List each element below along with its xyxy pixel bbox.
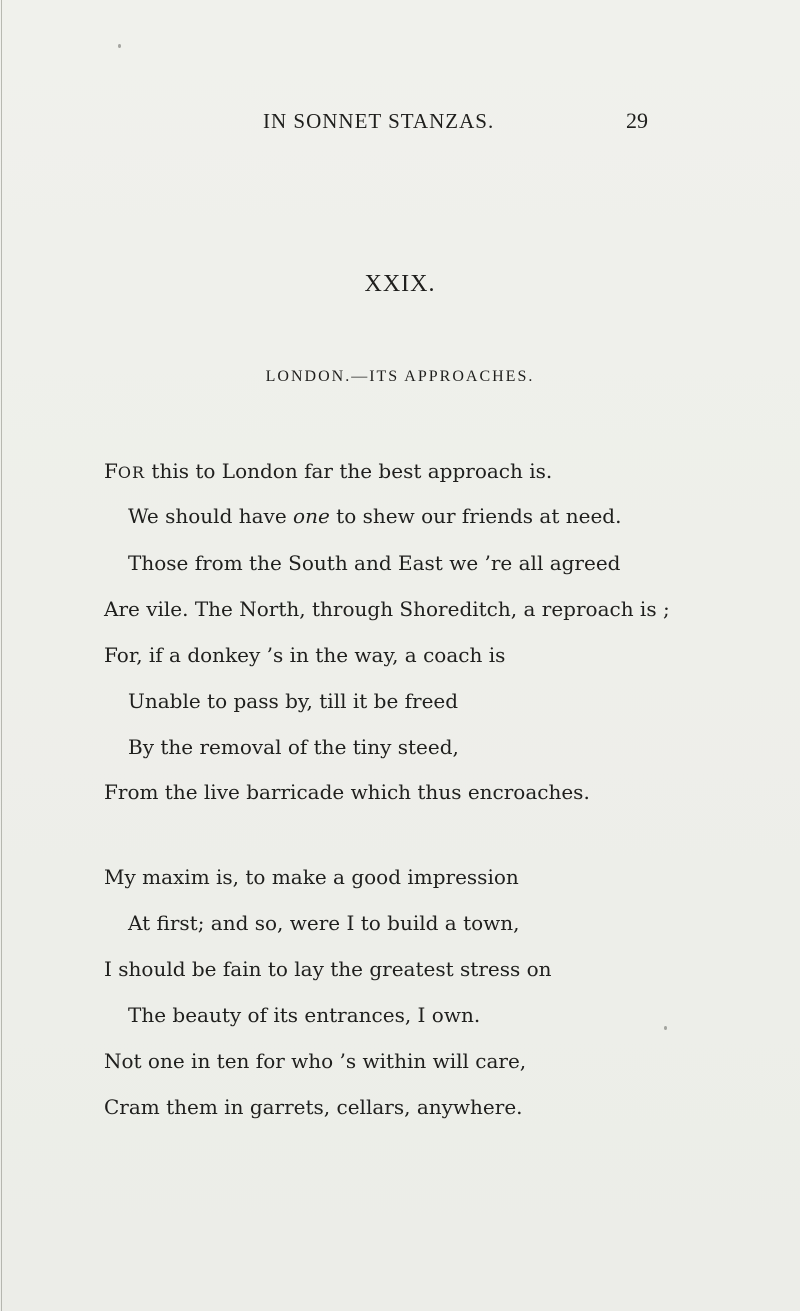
sonnet-title: LONDON.—ITS APPROACHES. <box>265 368 535 385</box>
poem-line-7: By the removal of the tiny steed, <box>128 735 459 759</box>
running-header-title: IN SONNET STANZAS. <box>263 109 495 133</box>
poem-line-5: For, if a donkey ’s in the way, a coach is <box>104 643 506 667</box>
poem-line-1-text: this to London far the best approach is. <box>145 459 553 483</box>
page-edge <box>1 0 2 1311</box>
paper-speck <box>664 1026 667 1030</box>
emphasis-word: one <box>293 504 330 528</box>
poem-line-11: I should be fain to lay the greatest stress on <box>104 957 552 981</box>
poem-line-8: From the live barricade which thus encroaches. <box>104 780 590 804</box>
poem-line-1 <box>104 459 552 483</box>
sonnet-number: XXIX. <box>364 271 436 297</box>
initial-smallcaps: OR <box>117 463 146 482</box>
poem-line-9: My maxim is, to make a good impression <box>104 865 519 889</box>
page-number: 29 <box>626 108 648 133</box>
poem-line-13: Not one in ten for who ’s within will care, <box>104 1049 527 1073</box>
poem-line-12: The beauty of its entrances, I own. <box>128 1003 481 1027</box>
poem-line-2: We should have one to shew our friends at need. <box>128 504 622 528</box>
poem-line-10: At first; and so, were I to build a town, <box>128 911 520 935</box>
paper-speck <box>118 44 121 48</box>
poem-line-3: Those from the South and East we ’re all agreed <box>128 551 621 575</box>
initial-letter: F <box>104 459 118 483</box>
poem-line-4: Are vile. The North, through Shoreditch, a reproach is ; <box>104 597 670 621</box>
poem-line-6: Unable to pass by, till it be freed <box>128 689 459 713</box>
poem-line-14: Cram them in garrets, cellars, anywhere. <box>104 1095 523 1119</box>
